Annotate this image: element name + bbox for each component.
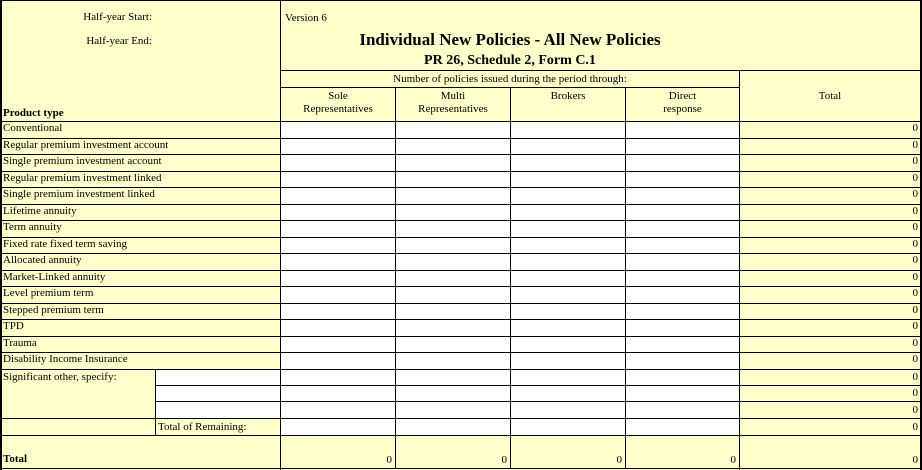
row-divider (0, 154, 922, 155)
product-row-label: Single premium investment account (3, 155, 162, 167)
product-row-total: 0 (912, 122, 918, 134)
other-row-divider (156, 385, 922, 386)
total-remaining-label: Total of Remaining: (158, 421, 247, 433)
row-divider (0, 303, 922, 304)
row-divider (0, 187, 922, 188)
frame-left (0, 0, 2, 470)
product-row-total: 0 (912, 353, 918, 365)
other-specify-label: Significant other, specify: (3, 371, 117, 383)
row-divider (0, 237, 922, 238)
other-total-1: 0 (912, 371, 918, 383)
product-row-label: Stepped premium term (3, 304, 104, 316)
product-type-header: Product type (3, 107, 64, 119)
product-row-label: Conventional (3, 122, 63, 134)
grand-total-label: Total (3, 453, 28, 465)
product-row-label: Fixed rate fixed term saving (3, 238, 128, 250)
grand-total-sole: 0 (386, 454, 392, 466)
product-row-total: 0 (912, 155, 918, 167)
product-row-label: Allocated annuity (3, 254, 82, 266)
product-row-total: 0 (912, 172, 918, 184)
product-row-total: 0 (912, 205, 918, 217)
product-row-total: 0 (912, 287, 918, 299)
remaining-row-divider (0, 418, 922, 419)
product-row-total: 0 (912, 188, 918, 200)
brokers-direct-divider (625, 87, 626, 469)
grand-total-multi: 0 (501, 454, 507, 466)
total-remaining-value: 0 (912, 421, 918, 433)
col-header-direct-line2: response (663, 103, 702, 115)
product-row-total: 0 (912, 254, 918, 266)
other-specify-inputs[interactable] (156, 369, 281, 418)
product-row-label: Regular premium investment linked (3, 172, 162, 184)
row-divider (0, 121, 922, 122)
form-title: Individual New Policies - All New Policies (359, 30, 661, 49)
product-row-label: Level premium term (3, 287, 94, 299)
multi-brokers-divider (510, 87, 511, 469)
other-row-divider (156, 401, 922, 402)
grand-total-total: 0 (912, 454, 918, 466)
total-row-divider (0, 435, 922, 436)
col-header-sole (281, 90, 395, 116)
row-divider (0, 204, 922, 205)
product-row-label: TPD (3, 320, 24, 332)
product-row-label: Trauma (3, 337, 37, 349)
grand-total-brokers: 0 (616, 454, 622, 466)
product-row-label: Market-Linked annuity (3, 271, 106, 283)
row-divider (0, 319, 922, 320)
row-divider (0, 220, 922, 221)
row-divider (0, 171, 922, 172)
product-row-label: Lifetime annuity (3, 205, 77, 217)
product-row-total: 0 (912, 238, 918, 250)
col-header-sole-line1: Sole (328, 90, 348, 102)
other-specify-divider (155, 369, 156, 435)
row-divider (0, 253, 922, 254)
col-header-direct (626, 90, 739, 116)
row-divider (0, 138, 922, 139)
product-row-total: 0 (912, 221, 918, 233)
product-row-label: Regular premium investment account (3, 139, 169, 151)
col-header-multi-line1: Multi (440, 90, 466, 102)
label-column-divider (280, 0, 281, 470)
row-divider (0, 336, 922, 337)
row-divider (0, 369, 922, 370)
product-row-label: Term annuity (3, 221, 62, 233)
half-year-end-label: Half-year End: (86, 35, 152, 47)
frame-bottom (0, 468, 922, 469)
other-total-3: 0 (912, 404, 918, 416)
frame-top (0, 0, 922, 1)
col-header-direct-line1: Direct (668, 90, 697, 102)
other-total-2: 0 (912, 387, 918, 399)
row-divider (0, 352, 922, 353)
sole-multi-divider (395, 87, 396, 469)
product-row-label: Single premium investment linked (3, 188, 155, 200)
product-row-total: 0 (912, 139, 918, 151)
grand-total-direct: 0 (730, 454, 736, 466)
col-header-total: Total (818, 90, 842, 102)
row-divider (0, 270, 922, 271)
row-divider (0, 286, 922, 287)
col-header-brokers: Brokers (550, 90, 586, 102)
product-row-total: 0 (912, 271, 918, 283)
form-subtitle: PR 26, Schedule 2, Form C.1 (424, 53, 596, 68)
product-row-total: 0 (912, 304, 918, 316)
half-year-start-label: Half-year Start: (83, 11, 152, 23)
period-caption: Number of policies issued during the period through: (393, 73, 627, 85)
col-header-multi (396, 90, 510, 116)
version-label: Version 6 (285, 12, 327, 24)
header-divider (281, 70, 922, 71)
product-row-total: 0 (912, 320, 918, 332)
col-header-sole-line2: Representatives (303, 103, 373, 115)
product-row-label: Disability Income Insurance (3, 353, 128, 365)
col-header-multi-line2: Representatives (418, 103, 488, 115)
product-row-total: 0 (912, 337, 918, 349)
